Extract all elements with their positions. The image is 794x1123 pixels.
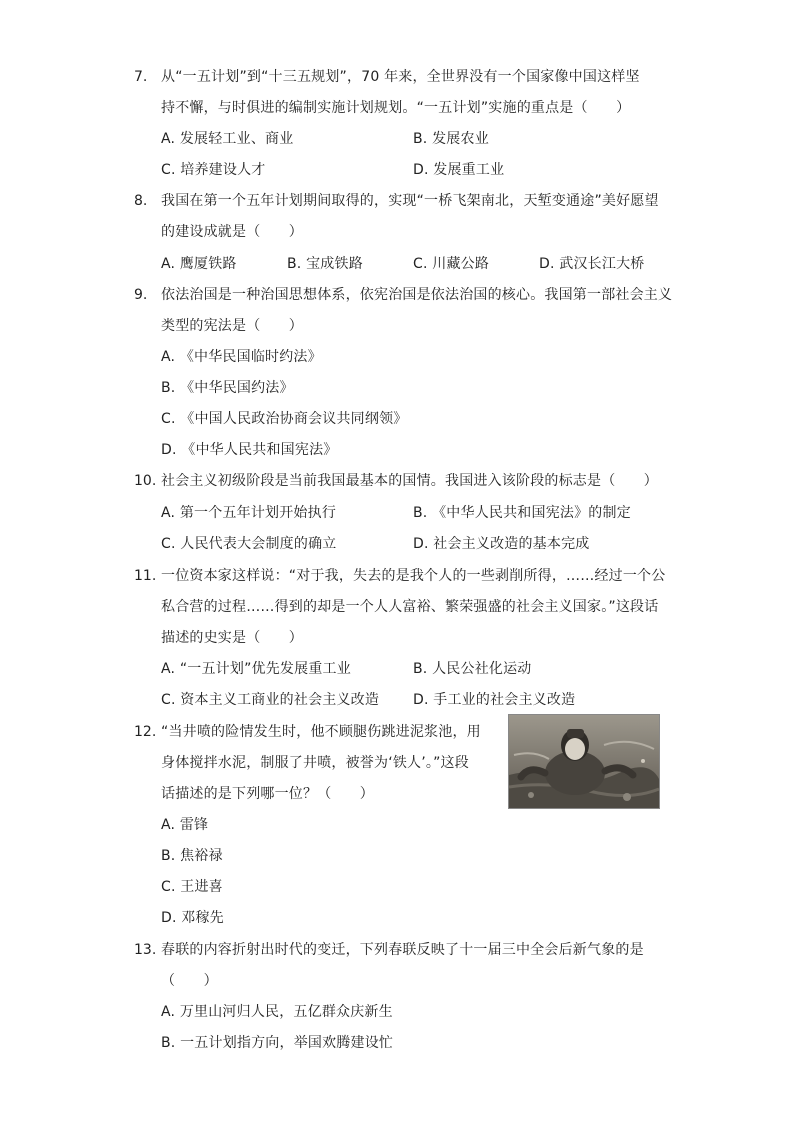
question-number: 7.: [134, 69, 148, 85]
option-b: B. 发展农业: [413, 131, 489, 147]
question-stem-line: 话描述的是下列哪一位？（ ）: [161, 786, 374, 802]
question-stem-line: 描述的史实是（ ）: [161, 630, 303, 646]
question-stem-line: 社会主义初级阶段是当前我国最基本的国情。我国进入该阶段的标志是（ ）: [161, 473, 658, 489]
question-number: 12.: [134, 724, 157, 740]
question-stem-line: 从“一五计划”到“十三五规划”，70 年来，全世界没有一个国家像中国这样坚: [161, 69, 640, 85]
question-stem-line: 春联的内容折射出时代的变迁，下列春联反映了十一届三中全会后新气象的是: [161, 942, 644, 958]
option-b: B. 《中华人民共和国宪法》的制定: [413, 505, 631, 521]
option-a: A. 《中华民国临时约法》: [161, 349, 322, 365]
option-d: D. 手工业的社会主义改造: [413, 692, 576, 708]
question-number: 9.: [134, 287, 148, 303]
option-b: B. 一五计划指方向，举国欢腾建设忙: [161, 1035, 394, 1051]
question-stem-line: “当井喷的险情发生时，他不顾腿伤跳进泥浆池，用: [161, 724, 481, 740]
option-a: A. 万里山河归人民，五亿群众庆新生: [161, 1004, 393, 1020]
question-stem-line: 我国在第一个五年计划期间取得的，实现“一桥飞架南北，天堑变通途”美好愿望: [161, 193, 659, 209]
option-d: D. 社会主义改造的基本完成: [413, 536, 590, 552]
question-stem-line: 依法治国是一种治国思想体系，依宪治国是依法治国的核心。我国第一部社会主义: [161, 287, 673, 303]
option-b: B. 宝成铁路: [287, 256, 363, 272]
option-b: B. 人民公社化运动: [413, 661, 532, 677]
question-number: 13.: [134, 942, 157, 958]
question-stem-line: 身体搅拌水泥，制服了井喷，被誉为‘铁人’。”这段: [161, 755, 469, 771]
option-d: D. 发展重工业: [413, 162, 505, 178]
option-d: D. 武汉长江大桥: [539, 256, 645, 272]
question-number: 11.: [134, 568, 157, 584]
option-d: D. 《中华人民共和国宪法》: [161, 442, 338, 458]
option-d: D. 邓稼先: [161, 910, 224, 926]
question-stem-line: 的建设成就是（ ）: [161, 224, 303, 240]
option-c: C. 培养建设人才: [161, 162, 266, 178]
question-number: 8.: [134, 193, 148, 209]
question-stem-line: （ ）: [161, 973, 218, 989]
option-a: A. 发展轻工业、商业: [161, 131, 294, 147]
option-a: A. 鹰厦铁路: [161, 256, 237, 272]
question-stem-line: 一位资本家这样说：“对于我，失去的是我个人的一些剥削所得，……经过一个公: [161, 568, 666, 584]
option-c: C. 川藏公路: [413, 256, 490, 272]
option-c: C. 《中国人民政治协商会议共同纲领》: [161, 411, 408, 427]
question-stem-line: 持不懈，与时俱进的编制实施计划规划。“一五计划”实施的重点是（ ）: [161, 100, 631, 116]
option-b: B. 《中华民国约法》: [161, 380, 294, 396]
question-stem-line: 私合营的过程……得到的却是一个人人富裕、繁荣强盛的社会主义国家。”这段话: [161, 599, 659, 615]
question-stem-line: 类型的宪法是（ ）: [161, 318, 303, 334]
option-a: A. 雷锋: [161, 817, 209, 833]
option-c: C. 人民代表大会制度的确立: [161, 536, 337, 552]
option-c: C. 王进喜: [161, 879, 223, 895]
historical-photo: [508, 714, 660, 809]
option-a: A. 第一个五年计划开始执行: [161, 505, 337, 521]
question-number: 10.: [134, 473, 157, 489]
option-b: B. 焦裕禄: [161, 848, 223, 864]
option-a: A. “一五计划”优先发展重工业: [161, 661, 351, 677]
option-c: C. 资本主义工商业的社会主义改造: [161, 692, 380, 708]
